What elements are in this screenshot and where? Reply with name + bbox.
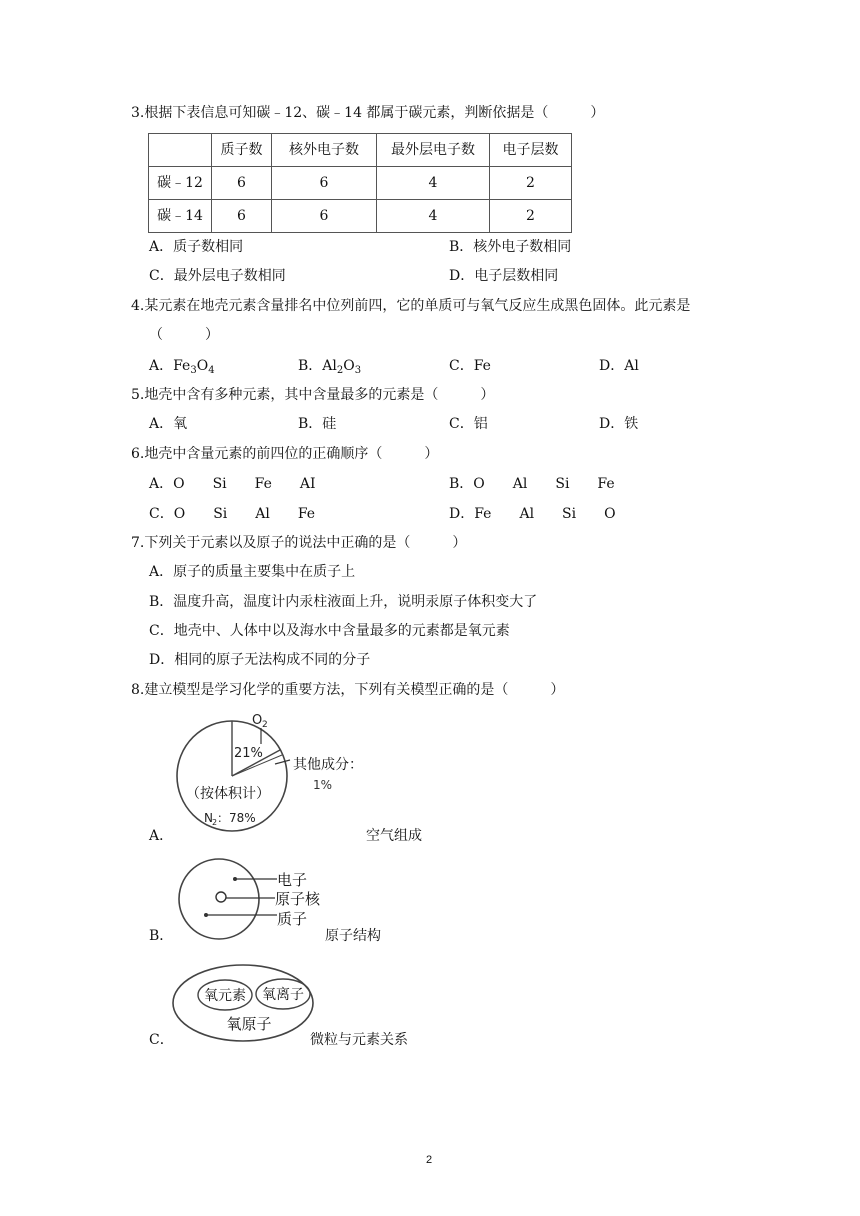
formula-subscript: 4: [208, 365, 215, 376]
table-cell: 6: [272, 200, 377, 233]
q6-option-c[interactable]: C．O Si Al Fe: [149, 506, 316, 522]
q4-option-a[interactable]: [149, 357, 215, 380]
other-pointer-line: [275, 760, 290, 764]
inner-label-right: 氧离子: [262, 987, 304, 1003]
formula-subscript: 2: [336, 365, 344, 376]
q4-option-d[interactable]: D．Al: [599, 358, 639, 374]
table-header-cell: 电子层数: [490, 134, 572, 167]
formula-text: A．Fe: [149, 358, 191, 374]
q5-option-d[interactable]: D．铁: [599, 416, 639, 432]
table-header-cell: 核外电子数: [272, 134, 377, 167]
table-header-cell: [149, 134, 212, 167]
q6-option-d[interactable]: D．Fe Al Si O: [449, 506, 616, 522]
table-cell: 6: [212, 167, 272, 200]
n2-percent: ：78%: [217, 811, 256, 825]
q8-option-b-letter[interactable]: B．: [149, 928, 174, 944]
q4-option-c[interactable]: C．Fe: [449, 358, 491, 374]
q8-option-c-letter[interactable]: C．: [149, 1032, 174, 1048]
q8-stem: 8.建立模型是学习化学的重要方法，下列有关模型正确的是（ ）: [131, 682, 565, 698]
particle-element-relation-diagram: [170, 958, 330, 1048]
q3-option-c[interactable]: C．最外层电子数相同: [149, 268, 286, 284]
table-row: [149, 200, 572, 233]
table-cell: 2: [490, 167, 572, 200]
q3-option-b[interactable]: B．核外电子数相同: [449, 239, 572, 255]
q7-option-d[interactable]: D．相同的原子无法构成不同的分子: [149, 652, 371, 668]
table-header-cell: 质子数: [212, 134, 272, 167]
table-cell: 4: [377, 167, 490, 200]
volume-basis-label: （按体积计）: [186, 786, 270, 802]
table-cell: 2: [490, 200, 572, 233]
n2-subscript: 2: [212, 818, 218, 827]
q3-option-d[interactable]: D．电子层数相同: [449, 268, 559, 284]
q7-stem: 7.下列关于元素以及原子的说法中正确的是（ ）: [131, 535, 467, 551]
other-percent: 1%: [313, 778, 333, 792]
table-header-row: [149, 134, 572, 167]
air-composition-pie-diagram: [148, 708, 378, 833]
q6-option-b[interactable]: B．O Al Si Fe: [449, 476, 615, 492]
q6-option-a[interactable]: A．O Si Fe AI: [149, 476, 316, 492]
o2-percent: 21%: [234, 746, 263, 761]
o2-label: O: [252, 713, 263, 728]
q5-stem: 5.地壳中含有多种元素，其中含量最多的元素是（ ）: [131, 387, 495, 403]
nucleus-circle: [216, 892, 226, 902]
q8-option-c-caption: 微粒与元素关系: [310, 1032, 408, 1048]
table-cell: 6: [272, 167, 377, 200]
electron-label: 电子: [277, 871, 308, 889]
q7-option-c[interactable]: C．地壳中、人体中以及海水中含量最多的元素都是氧元素: [149, 623, 510, 639]
q7-option-a[interactable]: A．原子的质量主要集中在质子上: [149, 564, 356, 580]
inner-label-left: 氧元素: [204, 988, 246, 1004]
atom-structure-diagram: [170, 855, 340, 945]
nucleus-label: 原子核: [275, 890, 321, 908]
q4-stem-continuation: （ ）: [149, 327, 219, 343]
q8-option-a-caption: 空气组成: [366, 828, 422, 844]
page-number: 2: [426, 1154, 433, 1166]
q5-option-a[interactable]: A．氧: [149, 416, 188, 432]
table-cell: 4: [377, 200, 490, 233]
n2-label: N: [204, 811, 213, 825]
outer-label: 氧原子: [226, 1015, 272, 1033]
table-row: [149, 167, 572, 200]
formula-subscript: 3: [190, 365, 197, 376]
q4-stem: 4.某元素在地壳元素含量排名中位列前四，它的单质可与氧气反应生成黑色固体。此元素是: [131, 298, 691, 314]
q8-option-a-letter[interactable]: A．: [149, 828, 174, 844]
table-header-cell: 最外层电子数: [377, 134, 490, 167]
other-label: 其他成分：: [293, 757, 363, 773]
q6-stem: 6.地壳中含量元素的前四位的正确顺序（ ）: [131, 446, 439, 462]
formula-subscript: 3: [354, 365, 362, 376]
formula-text: B．Al: [298, 358, 337, 374]
table-cell: 碳﹣12: [149, 167, 212, 200]
q7-option-b[interactable]: B．温度升高，温度计内汞柱液面上升，说明汞原子体积变大了: [149, 594, 538, 610]
table-cell: 6: [212, 200, 272, 233]
q8-option-b-caption: 原子结构: [325, 928, 381, 944]
q3-stem: 3.根据下表信息可知碳﹣12、碳﹣14 都属于碳元素，判断依据是（ ）: [131, 105, 605, 121]
q3-table: [148, 133, 572, 233]
o2-subscript: 2: [262, 720, 268, 730]
table-cell: 碳﹣14: [149, 200, 212, 233]
q4-option-b[interactable]: [298, 357, 361, 380]
q5-option-c[interactable]: C．铝: [449, 416, 488, 432]
formula-text: O: [196, 358, 209, 374]
proton-label: 质子: [277, 910, 308, 928]
q5-option-b[interactable]: B．硅: [298, 416, 337, 432]
q3-option-a[interactable]: A．质子数相同: [149, 239, 244, 255]
formula-text: O: [343, 358, 355, 374]
